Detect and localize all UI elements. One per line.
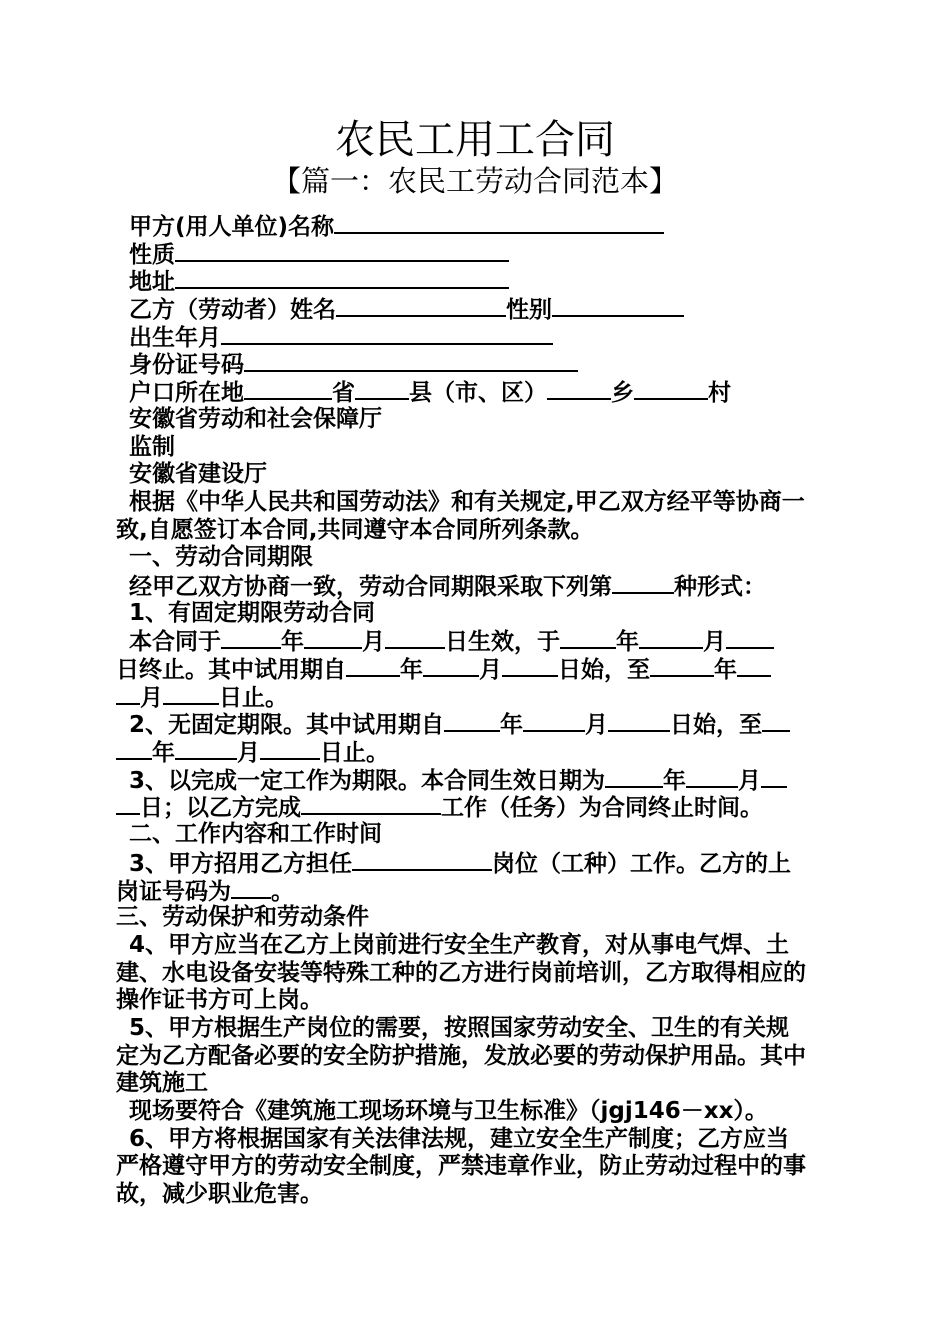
- fill-blank[interactable]: [560, 627, 616, 649]
- text-line: 身份证号码: [116, 350, 836, 378]
- fill-blank[interactable]: [423, 655, 479, 677]
- fill-blank[interactable]: [116, 793, 140, 815]
- text-line: 乙方（劳动者）姓名 性别: [116, 295, 836, 323]
- fill-blank[interactable]: [352, 849, 492, 871]
- document-subtitle: 【篇一：农民工劳动合同范本】: [271, 164, 678, 198]
- text-line: 2、无固定期限。其中试用期自 年 月 日始，至: [116, 710, 836, 738]
- fill-blank[interactable]: [260, 738, 320, 760]
- fill-blank[interactable]: [608, 710, 670, 732]
- text-line: 4、甲方应当在乙方上岗前进行安全生产教育，对从事电气焊、土: [129, 931, 790, 958]
- text-line: 监制: [129, 433, 175, 460]
- fill-blank[interactable]: [761, 766, 787, 788]
- text-line: 操作证书方可上岗。: [116, 987, 323, 1014]
- text-line: 5、甲方根据生产岗位的需要，按照国家劳动安全、卫生的有关规: [129, 1014, 790, 1041]
- text-line: 安徽省劳动和社会保障厅: [129, 405, 382, 432]
- fill-blank[interactable]: [547, 378, 611, 400]
- text-line: 月 日止。: [116, 683, 836, 711]
- fill-blank[interactable]: [502, 655, 558, 677]
- fill-blank[interactable]: [650, 655, 714, 677]
- fill-blank[interactable]: [244, 378, 332, 400]
- text-line: 经甲乙双方协商一致，劳动合同期限采取下列第 种形式：: [129, 573, 766, 600]
- text-line: 1、有固定期限劳动合同: [129, 599, 376, 626]
- text-line: 3、甲方招用乙方担任 岗位（工种）工作。乙方的上: [129, 850, 792, 877]
- text-line: 日；以乙方完成 工作（任务）为合同终止时间。: [116, 793, 836, 821]
- fill-blank[interactable]: [726, 627, 774, 649]
- text-line: 定为乙方配备必要的安全防护措施，发放必要的劳动保护用品。其中: [116, 1042, 806, 1069]
- fill-blank[interactable]: [762, 710, 790, 732]
- contract-body: [116, 212, 836, 1209]
- text-line: 户口所在地 省 县（市、区） 乡 村: [129, 380, 731, 406]
- text-line: 性质: [116, 240, 836, 268]
- text-line: 出生年月: [116, 323, 836, 351]
- text-line: 岗证号码为 。: [116, 878, 294, 905]
- fill-blank[interactable]: [301, 793, 441, 815]
- text-line: 现场要符合《建筑施工现场环境与卫生标准》（jgj146－xx）。: [129, 1098, 768, 1124]
- fill-blank[interactable]: [639, 627, 703, 649]
- text-line: 6、甲方将根据国家有关法律法规，建立安全生产制度；乙方应当: [129, 1125, 790, 1152]
- fill-blank[interactable]: [221, 627, 281, 649]
- text-line: 建筑施工: [116, 1070, 208, 1097]
- text-line: 严格遵守甲方的劳动安全制度，严禁违章作业，防止劳动过程中的事: [116, 1153, 806, 1180]
- text-line: 地址: [116, 267, 836, 295]
- text-line: 3、以完成一定工作为期限。本合同生效日期为 年 月: [116, 766, 836, 794]
- text-line: 故，减少职业危害。: [116, 1181, 323, 1208]
- document-title: 农民工用工合同: [335, 117, 615, 163]
- fill-blank[interactable]: [552, 295, 684, 317]
- fill-blank[interactable]: [523, 710, 585, 732]
- fill-blank[interactable]: [175, 240, 509, 262]
- fill-blank[interactable]: [231, 877, 271, 899]
- fill-blank[interactable]: [605, 766, 663, 788]
- fill-blank[interactable]: [304, 627, 362, 649]
- text-line: 安徽省建设厅: [129, 461, 267, 488]
- fill-blank[interactable]: [334, 212, 664, 234]
- text-line: 建、水电设备安装等特殊工种的乙方进行岗前培训，乙方取得相应的: [116, 959, 806, 986]
- fill-blank[interactable]: [221, 323, 553, 345]
- fill-blank[interactable]: [737, 655, 771, 677]
- text-line: 年 月 日止。: [116, 738, 836, 766]
- text-line: 日终止。其中试用期自 年 月 日始，至 年: [116, 655, 836, 683]
- section-heading: 一、劳动合同期限: [129, 544, 313, 571]
- text-line: 致,自愿签订本合同,共同遵守本合同所列条款。: [116, 516, 594, 543]
- section-heading: 三、劳动保护和劳动条件: [116, 904, 369, 931]
- text-line: 根据《中华人民共和国劳动法》和有关规定,甲乙双方经平等协商一: [129, 488, 805, 515]
- section-heading: 二、工作内容和工作时间: [129, 821, 382, 848]
- fill-blank[interactable]: [336, 295, 506, 317]
- text-line: 本合同于 年 月 日生效，于 年 月: [116, 627, 836, 655]
- text-line: 甲方(用人单位)名称: [116, 212, 836, 240]
- fill-blank[interactable]: [244, 350, 578, 372]
- fill-blank[interactable]: [612, 572, 674, 594]
- fill-blank[interactable]: [175, 738, 237, 760]
- fill-blank[interactable]: [116, 683, 140, 705]
- fill-blank[interactable]: [346, 655, 400, 677]
- fill-blank[interactable]: [686, 766, 738, 788]
- fill-blank[interactable]: [444, 710, 500, 732]
- fill-blank[interactable]: [634, 378, 708, 400]
- fill-blank[interactable]: [175, 267, 509, 289]
- fill-blank[interactable]: [355, 378, 409, 400]
- fill-blank[interactable]: [163, 683, 219, 705]
- fill-blank[interactable]: [385, 627, 445, 649]
- fill-blank[interactable]: [116, 738, 152, 760]
